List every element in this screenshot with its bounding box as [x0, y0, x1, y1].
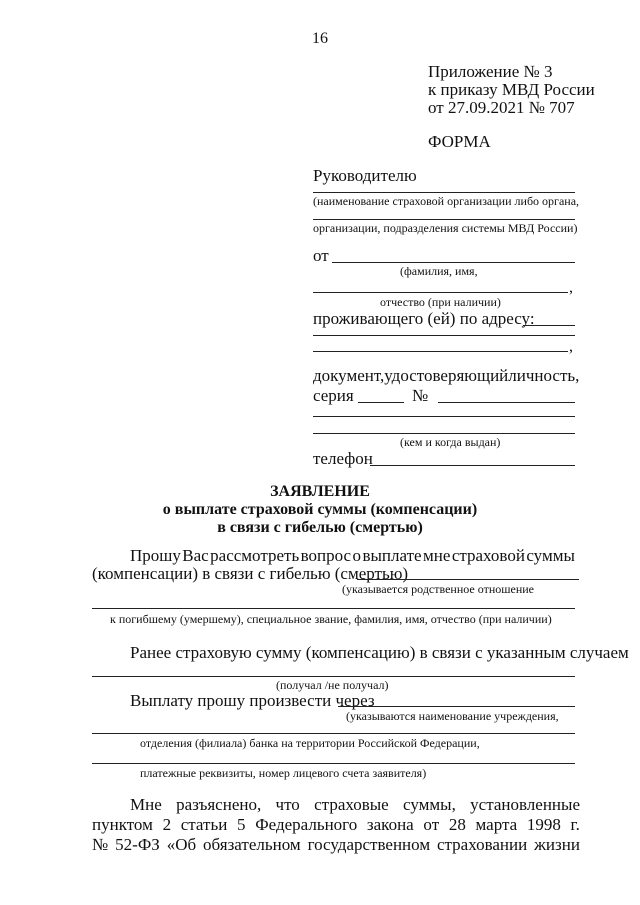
- p1-word: о: [352, 546, 362, 565]
- org-name-line: [313, 192, 575, 193]
- title-line-1: ЗАЯВЛЕНИЕ: [270, 483, 370, 500]
- hint-org-2: организации, подразделения системы МВД России): [313, 221, 578, 235]
- hint-issued: (кем и когда выдан): [400, 435, 501, 449]
- hint-received: (получал /не получал): [276, 678, 389, 692]
- p4-l3-word: жизни: [534, 835, 580, 854]
- appendix-line-2: к приказу МВД России: [428, 80, 595, 99]
- p4-l1-word: суммы,: [403, 795, 456, 814]
- p4-l3-word: обязательном: [203, 835, 301, 854]
- to-head-label: Руководителю: [313, 166, 417, 185]
- received-line: [92, 676, 575, 677]
- from-label: от: [313, 246, 329, 265]
- p2-line: Ранее страховую сумму (компенсацию) в связи с указанным случаем: [130, 643, 629, 662]
- appendix-line-3: от 27.09.2021 № 707: [428, 98, 575, 117]
- phone-line: [370, 465, 575, 466]
- appendix-line-1: Приложение № 3: [428, 62, 553, 81]
- p4-line-2: [92, 815, 580, 835]
- title-line-3: в связи с гибелью (смертью): [217, 519, 423, 536]
- p4-l1-word: установленные: [470, 795, 580, 814]
- issued-line-2: [313, 433, 575, 434]
- p4-l2-word: г.: [570, 815, 580, 834]
- address-line-1: [523, 325, 575, 326]
- p4-l2-word: от: [423, 815, 440, 834]
- institution-line: [338, 706, 575, 707]
- phone-label: телефон: [313, 449, 373, 468]
- hint-relation: (указывается родственное отношение: [342, 582, 534, 596]
- p4-l3-word: 52-ФЗ: [115, 835, 160, 854]
- p1-line-2: (компенсации) в связи с гибелью (смертью): [92, 564, 409, 583]
- deceased-line: [92, 608, 575, 609]
- p4-l3-word: государственном: [307, 835, 431, 854]
- comma-1: ,: [569, 279, 573, 296]
- p4-l2-word: Федерального: [255, 815, 358, 834]
- p4-l3-word: «Об: [166, 835, 197, 854]
- relation-line: [357, 579, 579, 580]
- title-line-2: о выплате страховой суммы (компенсации): [162, 501, 478, 518]
- issued-line-1: [313, 416, 575, 417]
- p1-word: рассмотреть: [210, 546, 300, 565]
- p1-word: вопрос: [300, 546, 352, 565]
- p1-word: суммы: [526, 546, 575, 565]
- p1-word: выплате: [362, 546, 422, 565]
- p1-word: мне: [423, 546, 451, 565]
- p4-l1-word: что: [275, 795, 300, 814]
- p4-l1-word: страховые: [314, 795, 389, 814]
- hint-deceased: к погибшему (умершему), специальное звание, фамилия, имя, отчество (при наличии): [110, 612, 552, 626]
- name-line: [332, 262, 575, 263]
- p4-l2-word: закона: [366, 815, 414, 834]
- p3-line: Выплату прошу произвести через: [130, 691, 375, 710]
- hint-org-1: (наименование страховой организации либо органа,: [313, 194, 580, 208]
- p1-word: Прошу: [130, 546, 181, 565]
- p4-l2-word: марта: [475, 815, 518, 834]
- p4-line-3: [92, 835, 580, 855]
- p4-l3-word: №: [92, 835, 109, 854]
- p4-l2-word: 28: [448, 815, 466, 834]
- doc-word-2: удостоверяющий: [384, 366, 509, 385]
- p4-line-1: [130, 795, 580, 815]
- hint-name-2: отчество (при наличии): [380, 295, 501, 309]
- page-number: 16: [312, 30, 328, 47]
- doc-word-3: личность,: [508, 366, 580, 385]
- p4-l1-word: разъяснено,: [176, 795, 262, 814]
- p4-l2-word: 2: [162, 815, 172, 834]
- doc-word-1: документ,: [313, 366, 385, 385]
- p4-l2-word: пунктом: [92, 815, 153, 834]
- requisites-line: [92, 763, 575, 764]
- hint-branch: отделения (филиала) банка на территории Российской Федерации,: [140, 736, 480, 750]
- patronymic-line: [313, 292, 568, 293]
- series-line: [358, 402, 404, 403]
- p1-line-1: [130, 546, 575, 566]
- hint-requisites: платежные реквизиты, номер лицевого счета заявителя): [140, 766, 427, 780]
- p1-word: страховой: [451, 546, 525, 565]
- p4-l2-word: статьи: [180, 815, 228, 834]
- address-label: проживающего (ей) по адресу:: [313, 309, 535, 328]
- p4-l2-word: 5: [237, 815, 246, 834]
- org-name-line-2: [313, 219, 575, 220]
- hint-institution: (указываются наименование учреждения,: [346, 709, 559, 723]
- p1-word: Вас: [182, 546, 209, 565]
- p4-l1-word: Мне: [130, 795, 162, 814]
- address-line-2: [313, 335, 575, 336]
- number-line: [438, 402, 575, 403]
- p4-l3-word: страховании: [437, 835, 528, 854]
- identity-doc-line: [313, 366, 580, 386]
- form-label: ФОРМА: [428, 132, 491, 151]
- hint-name-1: (фамилия, имя,: [400, 264, 478, 278]
- branch-line: [92, 733, 575, 734]
- comma-2: ,: [569, 338, 573, 355]
- number-label: №: [412, 386, 429, 405]
- series-label: серия: [313, 386, 354, 405]
- address-line-3: [313, 351, 568, 352]
- p4-l2-word: 1998: [526, 815, 561, 834]
